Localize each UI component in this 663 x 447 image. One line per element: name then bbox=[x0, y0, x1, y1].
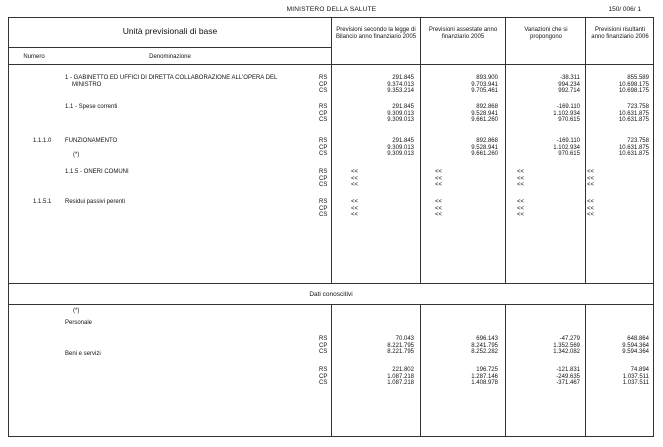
value-cell-c3: << bbox=[517, 205, 525, 212]
balance-type-code: CS bbox=[319, 151, 328, 157]
value-cell-c3: 994.234 bbox=[558, 81, 580, 88]
row-description: 1.1.5 - ONERI COMUNI bbox=[65, 169, 129, 175]
value-cell-c4: 10.631.875 bbox=[618, 144, 649, 151]
col3-header: Variazioni che si propongono bbox=[524, 27, 568, 40]
balance-type-code: RS bbox=[319, 75, 328, 81]
col-divider bbox=[505, 304, 506, 437]
value-cell-c3: -169.110 bbox=[556, 104, 580, 110]
value-cell-c4: 723.758 bbox=[627, 104, 649, 110]
value-cell-c1: 9.374.013 bbox=[387, 81, 414, 88]
value-cell-c1: 291.845 bbox=[392, 75, 414, 81]
balance-type-code: RS bbox=[319, 367, 328, 373]
value-cell-c2: 1.287.146 bbox=[471, 373, 498, 380]
value-cell-c3: -169.110 bbox=[556, 138, 580, 144]
value-cell-c1: 9.353.214 bbox=[387, 88, 414, 94]
value-cell-c3: << bbox=[517, 182, 525, 188]
balance-type-code: CP bbox=[319, 342, 328, 349]
value-cell-c1: 291.845 bbox=[392, 104, 414, 110]
ministry-title: MINISTERO DELLA SALUTE bbox=[286, 6, 377, 13]
row-note: (*) bbox=[73, 152, 80, 158]
value-cell-c4: 9.594.364 bbox=[622, 342, 649, 349]
value-cell-c4: << bbox=[587, 169, 595, 175]
value-cell-c1: 9.309.013 bbox=[387, 117, 414, 123]
value-cell-c2: << bbox=[435, 175, 443, 182]
row-description: 1 - GABINETTO ED UFFICI DI DIRETTA COLLABORAZIONE ALL'OPERA DEL bbox=[65, 75, 278, 81]
value-cell-c4: 723.758 bbox=[627, 138, 649, 144]
value-cell-c3: << bbox=[517, 199, 525, 205]
value-cell-c2: 892.868 bbox=[476, 104, 498, 110]
value-cell-c3: << bbox=[517, 175, 525, 182]
value-cell-c2: 893.900 bbox=[476, 75, 498, 81]
balance-type-code: CP bbox=[319, 205, 328, 212]
balance-type-code: CP bbox=[319, 110, 328, 117]
value-cell-c4: 9.594.364 bbox=[622, 349, 649, 355]
value-cell-c1: 9.309.013 bbox=[387, 144, 414, 151]
value-cell-c3: 1.102.934 bbox=[553, 144, 580, 151]
value-cell-c4: << bbox=[587, 212, 595, 218]
value-cell-c1: << bbox=[351, 212, 359, 218]
balance-type-code: CS bbox=[319, 117, 328, 123]
value-cell-c1: 291.845 bbox=[392, 138, 414, 144]
value-cell-c2: 9.528.941 bbox=[471, 144, 498, 151]
value-cell-c1: 8.221.795 bbox=[387, 349, 414, 355]
value-cell-c2: 9.703.941 bbox=[471, 81, 498, 88]
col1-header: Previsioni secondo la legge di Bilancio anno finanziario 2005 bbox=[335, 27, 417, 40]
value-cell-c4: 10.698.175 bbox=[618, 88, 649, 94]
value-cell-c1: << bbox=[351, 199, 359, 205]
col-divider bbox=[331, 18, 332, 283]
value-cell-c2: 9.661.260 bbox=[471, 117, 498, 123]
value-cell-c2: 9.528.941 bbox=[471, 110, 498, 117]
value-cell-c1: 9.309.013 bbox=[387, 110, 414, 117]
balance-type-code: RS bbox=[319, 199, 328, 205]
row-number: 1.1.1.0 bbox=[33, 138, 52, 144]
value-cell-c3: 1.102.934 bbox=[553, 110, 580, 117]
value-cell-c3: -371.467 bbox=[556, 380, 580, 386]
row-description: Residui passivi perenti bbox=[65, 199, 126, 205]
value-cell-c2: 696.143 bbox=[476, 336, 498, 342]
value-cell-c2: 1.408.978 bbox=[471, 380, 498, 386]
dati-row-label: Beni e servizi bbox=[65, 351, 101, 357]
balance-type-code: CP bbox=[319, 373, 328, 380]
col-divider bbox=[585, 304, 586, 437]
value-cell-c2: << bbox=[435, 169, 443, 175]
denominazione-header: Denominazione bbox=[149, 54, 191, 60]
row-description: FUNZIONAMENTO bbox=[65, 138, 118, 144]
value-cell-c3: << bbox=[517, 212, 525, 218]
budget-table bbox=[8, 17, 654, 437]
col-divider bbox=[420, 304, 421, 437]
balance-type-code: CP bbox=[319, 144, 328, 151]
col4-header: Previsioni risultanti anno finanziario 2006 bbox=[591, 27, 649, 40]
col2-header: Previsioni assestate anno finanziario 2005 bbox=[428, 27, 498, 40]
balance-type-code: RS bbox=[319, 169, 328, 175]
value-cell-c4: 10.698.175 bbox=[618, 81, 649, 88]
value-cell-c1: 70.043 bbox=[395, 336, 414, 342]
value-cell-c1: 9.309.013 bbox=[387, 151, 414, 157]
dati-top-line bbox=[9, 283, 653, 284]
value-cell-c4: 1.037.511 bbox=[622, 373, 649, 380]
value-cell-c1: 1.087.218 bbox=[387, 373, 414, 380]
value-cell-c1: 1.087.218 bbox=[387, 380, 414, 386]
value-cell-c4: << bbox=[587, 182, 595, 188]
value-cell-c2: << bbox=[435, 212, 443, 218]
value-cell-c4: 855.589 bbox=[627, 75, 649, 81]
value-cell-c2: << bbox=[435, 182, 443, 188]
value-cell-c2: << bbox=[435, 205, 443, 212]
upb-header: Unità previsionali di base bbox=[122, 26, 218, 36]
balance-type-code: RS bbox=[319, 104, 328, 110]
value-cell-c2: 8.252.282 bbox=[471, 349, 498, 355]
value-cell-c4: 10.631.875 bbox=[618, 110, 649, 117]
value-cell-c1: << bbox=[351, 182, 359, 188]
col-divider bbox=[331, 304, 332, 437]
page-number: 150/ 006/ 1 bbox=[608, 6, 641, 13]
col-divider bbox=[420, 18, 421, 283]
balance-type-code: CS bbox=[319, 349, 328, 355]
value-cell-c4: 74.894 bbox=[630, 367, 649, 373]
balance-type-code: RS bbox=[319, 336, 328, 342]
value-cell-c3: -47.279 bbox=[559, 336, 580, 342]
value-cell-c4: 648.864 bbox=[627, 336, 649, 342]
value-cell-c4: 10.631.875 bbox=[618, 117, 649, 123]
value-cell-c4: << bbox=[587, 205, 595, 212]
value-cell-c1: << bbox=[351, 205, 359, 212]
value-cell-c3: << bbox=[517, 169, 525, 175]
balance-type-code: CS bbox=[319, 212, 328, 218]
value-cell-c2: << bbox=[435, 199, 443, 205]
value-cell-c3: -121.831 bbox=[556, 367, 580, 373]
dati-conoscitivi-title: Dati conoscitivi bbox=[309, 291, 353, 298]
row-number: 1.1.5.1 bbox=[33, 199, 52, 205]
value-cell-c3: 1.342.082 bbox=[553, 349, 580, 355]
balance-type-code: CS bbox=[319, 182, 328, 188]
row-description: 1.1 - Spese correnti bbox=[65, 104, 118, 110]
value-cell-c3: 970.615 bbox=[558, 151, 580, 157]
value-cell-c2: 9.705.461 bbox=[471, 88, 498, 94]
col-divider bbox=[505, 18, 506, 283]
balance-type-code: CP bbox=[319, 81, 328, 88]
dati-row-label: Personale bbox=[65, 320, 93, 326]
value-cell-c2: 9.661.260 bbox=[471, 151, 498, 157]
value-cell-c1: << bbox=[351, 169, 359, 175]
balance-type-code: RS bbox=[319, 138, 328, 144]
value-cell-c4: << bbox=[587, 175, 595, 182]
value-cell-c3: 992.714 bbox=[558, 88, 580, 94]
value-cell-c3: -38.311 bbox=[560, 75, 580, 81]
value-cell-c4: << bbox=[587, 199, 595, 205]
value-cell-c1: << bbox=[351, 175, 359, 182]
col-divider bbox=[585, 18, 586, 283]
dati-note: (*) bbox=[73, 308, 80, 314]
value-cell-c3: -249.635 bbox=[556, 373, 580, 380]
value-cell-c3: 970.615 bbox=[558, 117, 580, 123]
header-divider bbox=[9, 47, 331, 48]
balance-type-code: CP bbox=[319, 175, 328, 182]
numero-header: Numero bbox=[23, 54, 45, 60]
value-cell-c1: 221.802 bbox=[392, 367, 414, 373]
row-description-cont: MINISTRO bbox=[72, 82, 102, 88]
value-cell-c2: 892.868 bbox=[476, 138, 498, 144]
balance-type-code: CS bbox=[319, 88, 328, 94]
value-cell-c1: 8.221.795 bbox=[387, 342, 414, 349]
value-cell-c2: 8.241.795 bbox=[471, 342, 498, 349]
balance-type-code: CS bbox=[319, 380, 328, 386]
value-cell-c3: 1.352.569 bbox=[553, 342, 580, 349]
value-cell-c4: 10.631.875 bbox=[618, 151, 649, 157]
value-cell-c4: 1.037.511 bbox=[622, 380, 649, 386]
value-cell-c2: 196.725 bbox=[476, 367, 498, 373]
